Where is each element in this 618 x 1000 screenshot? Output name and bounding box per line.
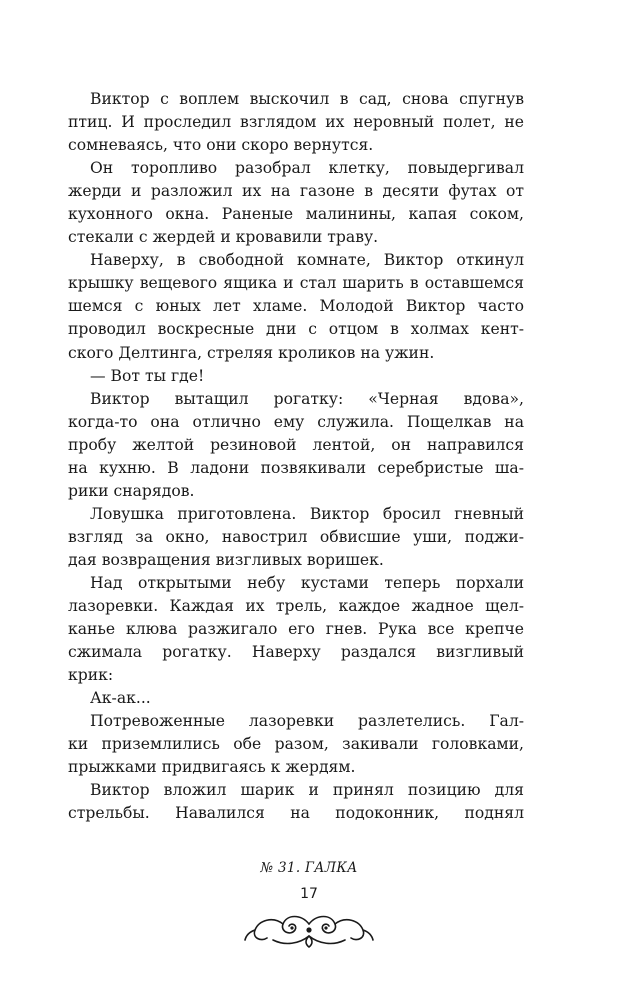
- text-line: на кухню. В ладони позвякивали серебристые ша-: [68, 458, 524, 477]
- text-line: — Вот ты где!: [90, 366, 205, 385]
- text-line: шемся с юных лет хламе. Молодой Виктор часто: [68, 297, 524, 316]
- text-line: стекали с жердей и кровавили траву.: [68, 228, 379, 247]
- body-text: [68, 88, 524, 826]
- text-line: когда-то она отлично ему служила. Пощелкав на: [68, 412, 524, 431]
- text-line: ки приземлились обе разом, закивали головками,: [68, 735, 524, 754]
- text-line: сомневаясь, что они скоро вернутся.: [68, 136, 374, 155]
- text-line: проводил воскресные дни с отцом в холмах кент-: [68, 320, 524, 339]
- running-footer-title: № 31. ГАЛКА: [260, 860, 358, 876]
- text-line: кухонного окна. Раненые малинины, капая соком,: [68, 205, 524, 224]
- text-line: стрельбы. Навалился на подоконник, поднял: [68, 804, 524, 823]
- text-line: дая возвращения визгливых воришек.: [68, 550, 384, 569]
- text-line: взгляд за окно, навострил обвисшие уши, поджи-: [68, 527, 524, 546]
- text-line: пробу желтой резиновой лентой, он направился: [68, 435, 524, 454]
- text-line: прыжками придвигаясь к жердям.: [68, 758, 356, 777]
- text-line: Виктор вытащил рогатку: «Черная вдова»,: [90, 389, 524, 408]
- flourish-ornament-icon: [243, 910, 375, 950]
- text-line: Виктор вложил шарик и принял позицию для: [90, 781, 524, 800]
- text-line: Над открытыми небу кустами теперь порхали: [90, 573, 524, 592]
- page-number: 17: [300, 886, 318, 902]
- text-line: Виктор с воплем выскочил в сад, снова спугнув: [90, 90, 524, 108]
- text-line: рики снарядов.: [68, 481, 195, 500]
- text-line: жерди и разложил их на газоне в десяти футах от: [68, 182, 524, 201]
- text-line: Ловушка приготовлена. Виктор бросил гневный: [90, 504, 524, 523]
- text-line: Он торопливо разобрал клетку, повыдергивал: [90, 159, 524, 178]
- text-line: Потревоженные лазоревки разлетелись. Гал-: [90, 712, 524, 731]
- text-line: Наверху, в свободной комнате, Виктор откинул: [90, 251, 524, 270]
- text-line: птиц. И проследил взглядом их неровный полет, не: [68, 113, 524, 132]
- text-line: крышку вещевого ящика и стал шарить в оставшемся: [68, 274, 524, 293]
- text-line: ского Делтинга, стреляя кроликов на ужин.: [68, 343, 435, 362]
- text-line: сжимала рогатку. Наверху раздался визгливый: [68, 643, 524, 662]
- text-line: канье клюва разжигало его гнев. Рука все крепче: [68, 620, 524, 639]
- text-line: крик:: [68, 666, 114, 685]
- text-line: лазоревки. Каждая их трель, каждое жадное щел-: [68, 597, 524, 616]
- text-line: Ак-ак...: [90, 689, 151, 708]
